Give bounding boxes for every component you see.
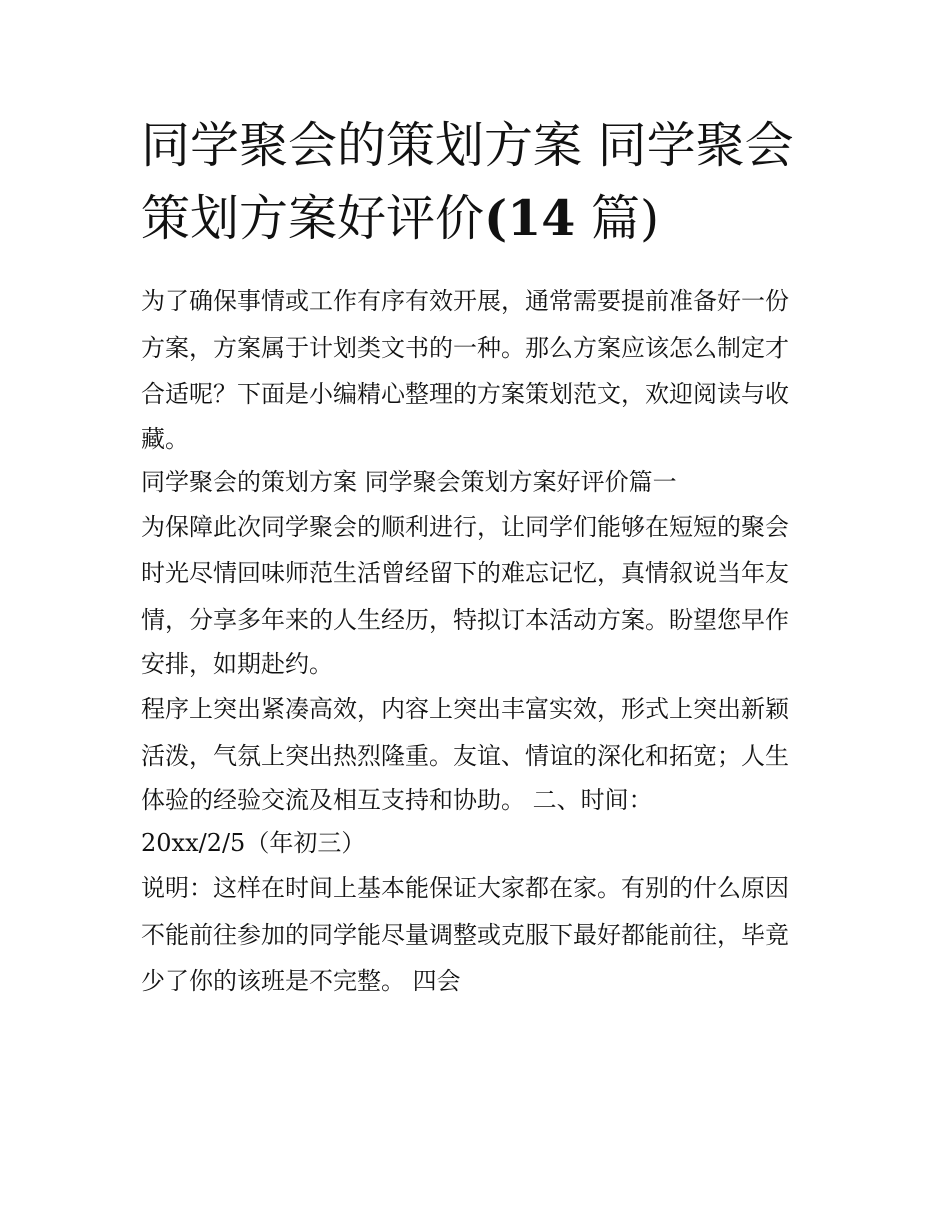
text-line: 方案，方案属于计划类文书的一种。那么方案应该怎么制定才: [141, 333, 789, 362]
text-line: 不能前往参加的同学能尽量调整或克服下最好都能前往，毕竟: [141, 920, 789, 949]
text-line: 体验的经验交流及相互支持和协助。 二、时间：: [141, 786, 653, 814]
text-line: 20xx/2/5（年初三）: [141, 829, 366, 857]
text-line: 活泼，气氛上突出热烈隆重。友谊、情谊的深化和拓宽；人生: [141, 741, 789, 770]
section-heading: [141, 461, 821, 504]
text-line: 同学聚会的策划方案 同学聚会策划方案好评价篇一: [141, 467, 677, 496]
title-count: (14: [484, 189, 576, 247]
text-line: 少了你的该班是不完整。 四会: [141, 967, 461, 995]
title-line-1: 同学聚会的策划方案 同学聚会: [141, 117, 794, 174]
document-body: [141, 278, 821, 1005]
text-line: 时光尽情回味师范生活曾经留下的难忘记忆，真情叙说当年友: [141, 559, 789, 587]
note-paragraph: [141, 865, 821, 1005]
title-line-2-text: 策划方案好评价: [141, 190, 485, 247]
text-line: 藏。: [141, 424, 189, 453]
text-line: 安排，如期赴约。: [141, 650, 333, 678]
intro-paragraph: [141, 278, 821, 461]
principle-paragraph: [141, 686, 821, 822]
title-line-2: [141, 182, 821, 255]
title-count-unit: 篇): [590, 190, 660, 247]
text-line: 说明：这样在时间上基本能保证大家都在家。有别的什么原因: [141, 874, 789, 902]
text-line: 合适呢？下面是小编精心整理的方案策划范文，欢迎阅读与收: [141, 380, 789, 408]
text-line: 情，分享多年来的人生经历，特拟订本活动方案。盼望您早作: [141, 605, 789, 634]
text-line: 程序上突出紧凑高效，内容上突出丰富实效，形式上突出新颖: [141, 695, 789, 723]
text-line: 为保障此次同学聚会的顺利进行，让同学们能够在短短的聚会: [141, 512, 789, 541]
document-title: [141, 110, 821, 255]
purpose-paragraph: [141, 504, 821, 687]
date-paragraph: [141, 822, 821, 865]
text-line: 为了确保事情或工作有序有效开展，通常需要提前准备好一份: [141, 287, 789, 315]
